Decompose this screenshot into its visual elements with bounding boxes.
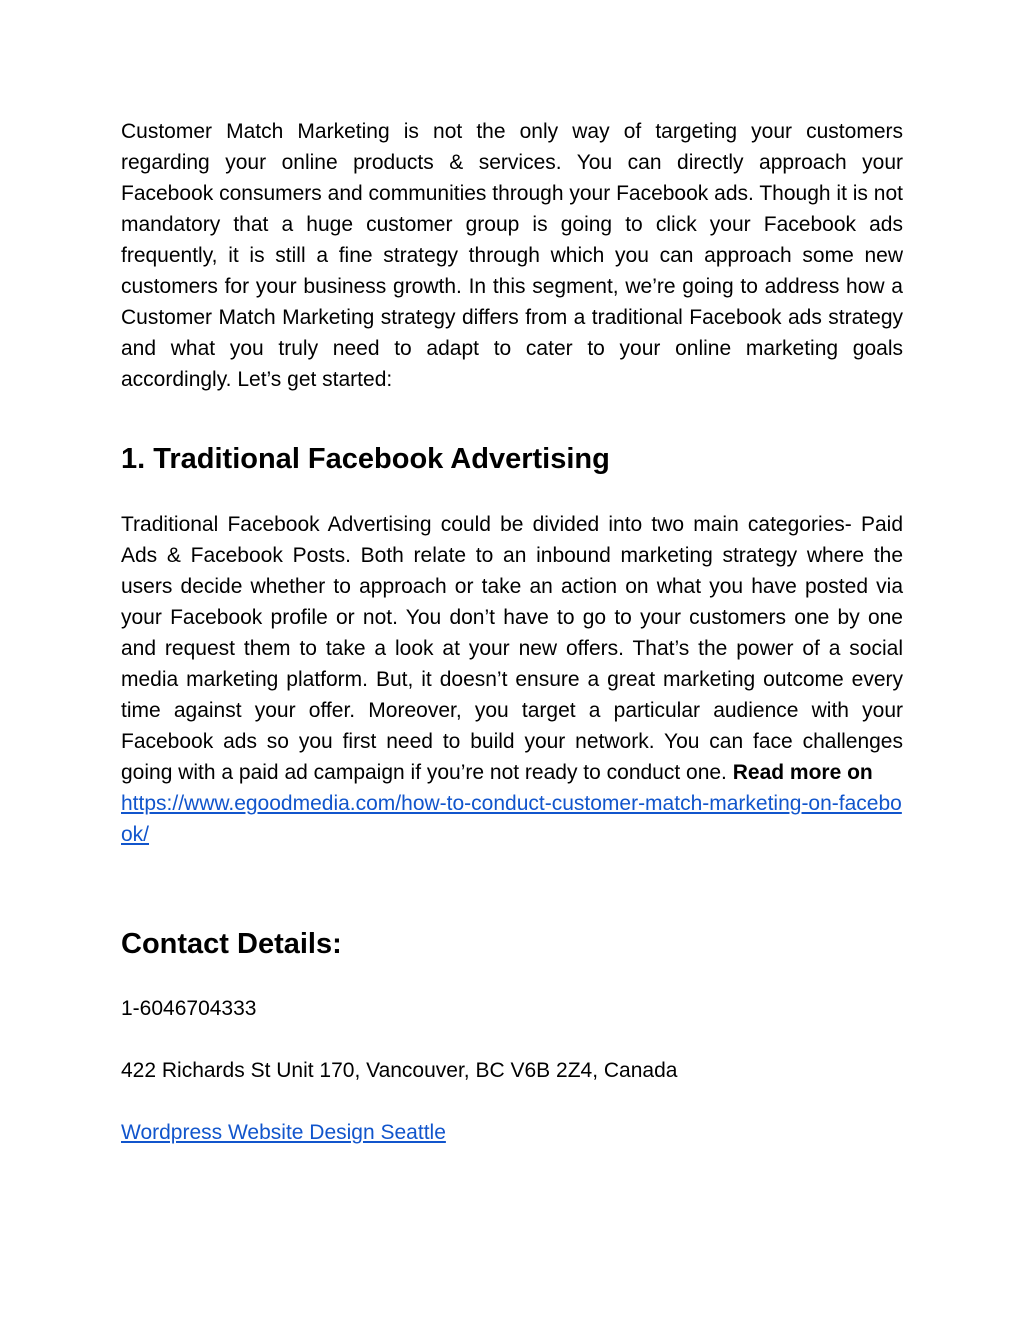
- section-heading: 1. Traditional Facebook Advertising: [121, 443, 610, 475]
- website-design-link[interactable]: Wordpress Website Design Seattle: [121, 1121, 446, 1144]
- intro-paragraph: Customer Match Marketing is not the only way of targeting your customers regarding your online products & services. You can directly approach your Facebook consumers and communities through your Facebook ads. Though it is not mandatory that a huge customer group is going to click your Facebook ads frequently, it is still a fine strategy through which you can approach some new customers for your business growth. In this segment, we’re going to address how a Customer Match Marketing strategy differs from a traditional Facebook ads strategy and what you truly need to adapt to cater to your online marketing goals accordingly. Let’s get started:: [121, 120, 903, 391]
- contact-phone: 1-6046704333: [121, 997, 257, 1020]
- footer-link-row: [121, 1117, 903, 1148]
- section-body-text: Traditional Facebook Advertising could be divided into two main categories- Paid Ads & Facebook Posts. Both relate to an inbound marketing strategy where the users decide whether to approach or take an action on what you have posted via your Facebook profile or not. You don’t have to go to your customers one by one and request them to take a look at your new offers. That’s the power of a social media marketing platform. But, it doesn’t ensure a great marketing outcome every time against your offer. Moreover, you target a particular audience with your Facebook ads so you first need to build your network. You can face challenges going with a paid ad campaign if you’re not ready to conduct one.: [121, 513, 903, 784]
- document-page: [121, 116, 903, 1148]
- section-paragraph: [121, 509, 903, 850]
- contact-heading: Contact Details:: [121, 928, 342, 960]
- read-more-label: Read more on: [732, 761, 873, 784]
- contact-address: 422 Richards St Unit 170, Vancouver, BC V6B 2Z4, Canada: [121, 1059, 678, 1082]
- article-link[interactable]: https://www.egoodmedia.com/how-to-conduct-customer-match-marketing-on-facebook/: [121, 792, 902, 846]
